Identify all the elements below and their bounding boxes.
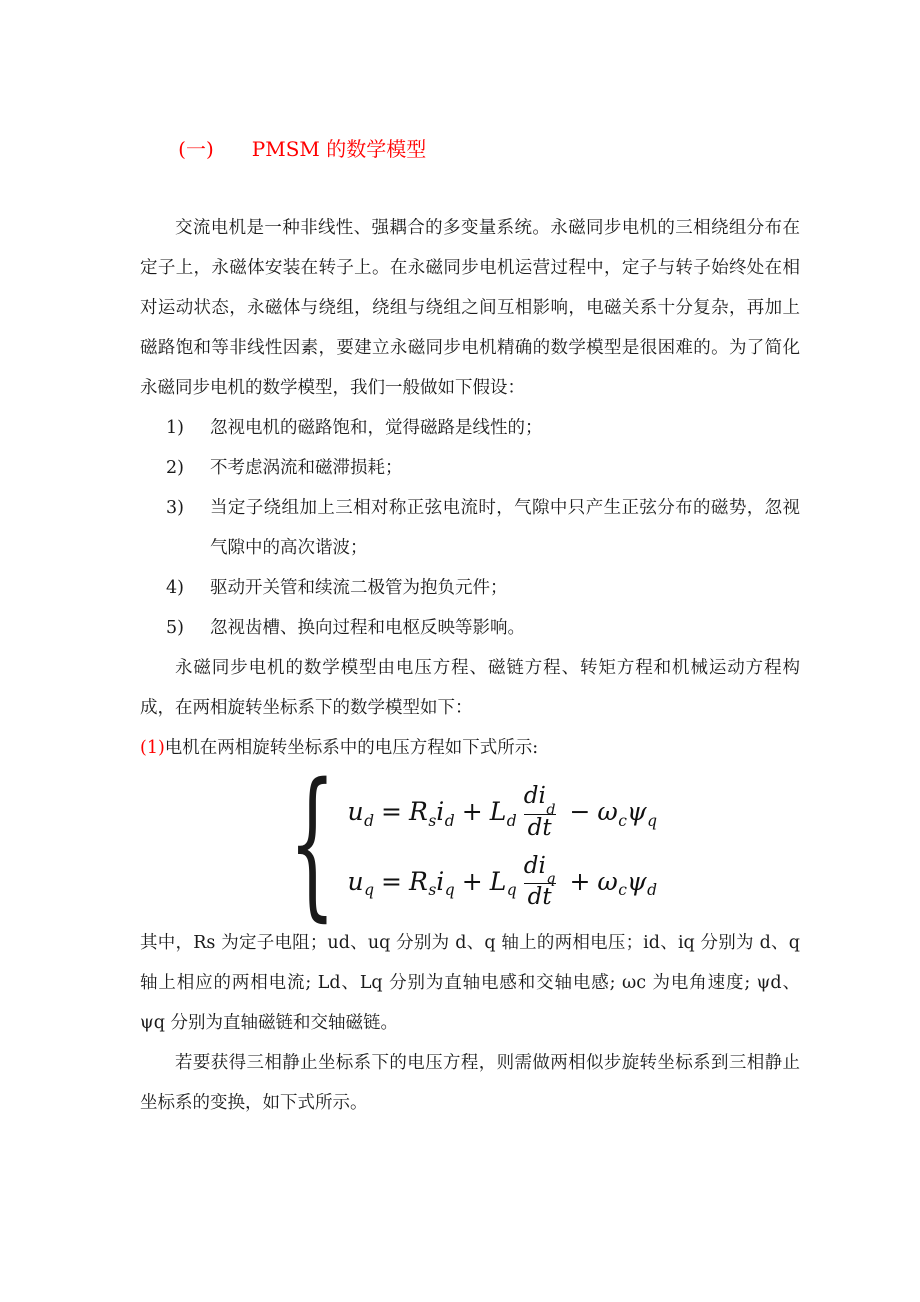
eq-sub: q [647, 811, 658, 830]
eq-op-minus: − [569, 797, 591, 827]
list-item [140, 568, 800, 608]
list-marker: 5) [166, 618, 184, 638]
assumptions-list [140, 408, 800, 648]
eq-op-plus: + [461, 867, 483, 897]
equation-intro-text: 电机在两相旋转坐标系中的电压方程如下式所示: [164, 738, 539, 758]
list-marker: 3) [166, 498, 184, 518]
eq-sub: c [618, 881, 627, 900]
equation-intro-line [140, 728, 800, 768]
list-item [140, 608, 800, 648]
eq-sub: s [428, 811, 437, 830]
equation-row-d-axis [348, 784, 658, 840]
list-item-text: 当定子绕组加上三相对称正弦电流时，气隙中只产生正弦分布的磁势，忽视气隙中的高次谐波； [210, 498, 800, 558]
equation-intro-marker: (1) [140, 738, 165, 758]
eq-var: ω [597, 867, 618, 897]
eq-sub: d [647, 881, 658, 900]
eq-sub: q [364, 881, 375, 900]
eq-var: i [436, 797, 445, 827]
eq-sub: q [444, 881, 455, 900]
paragraph-model-composition: 永磁同步电机的数学模型由电压方程、磁链方程、转矩方程和机械运动方程构成，在两相旋转坐标系下的数学模型如下： [140, 658, 800, 718]
paragraph-symbol-definitions: 其中，Rs 为定子电阻；ud、uq 分别为 d、q 轴上的两相电压；id、iq 分别为 d、q 轴上相应的两相电流; Ld、Lq 分别为直轴电感和交轴电感; ωc 为电角速度; ψd、 ψq 分别为直轴磁链和交轴磁链。 [140, 933, 800, 1034]
eq-op-plus: + [569, 867, 591, 897]
eq-var: ω [597, 797, 618, 827]
paragraph-intro: 交流电机是一种非线性、强耦合的多变量系统。永磁同步电机的三相绕组分布在定子上，永磁体安装在转子上。在永磁同步电机运营过程中，定子与转子始终处在相对运动状态，永磁体与绕组，绕组与绕组之间互相影响，电磁关系十分复杂，再加上磁路饱和等非线性因素，要建立永磁同步电机精确的数学模型是很困难的。为了简化永磁同步电机的数学模型，我们一般做如下假设： [140, 218, 800, 398]
eq-var: R [409, 797, 428, 827]
eq-term-omega-c [597, 797, 627, 830]
list-marker: 4) [166, 578, 184, 598]
eq-term-Rs [409, 797, 437, 830]
equation-rows [348, 780, 658, 913]
list-marker: 2) [166, 458, 184, 478]
eq-sub: q [506, 881, 517, 900]
eq-term-Rs [409, 867, 437, 900]
eq-var: i [436, 867, 445, 897]
eq-var: ψ [626, 867, 647, 897]
section-heading [140, 104, 800, 194]
eq-term-iq [436, 867, 455, 900]
list-item [140, 448, 800, 488]
eq-op-plus: + [461, 797, 483, 827]
eq-sub: d [546, 801, 556, 818]
eq-term-omega-c [597, 867, 627, 900]
equation-brace: { [288, 748, 336, 936]
eq-equals: = [381, 867, 402, 897]
eq-var: i [538, 783, 546, 809]
heading-number: (一) [178, 137, 214, 161]
eq-fraction-numerator [520, 783, 560, 818]
eq-var: L [489, 797, 507, 827]
eq-term-psi-d [626, 867, 658, 900]
eq-sub: s [428, 881, 437, 900]
equation-row-q-axis [348, 854, 658, 910]
list-item [140, 408, 800, 448]
eq-sub: d [364, 811, 375, 830]
eq-var: L [489, 867, 507, 897]
equation-inner [283, 748, 658, 936]
eq-term-Lq [489, 867, 517, 900]
list-marker: 1) [166, 418, 184, 438]
eq-term-Ld [489, 797, 517, 830]
list-item-text: 驱动开关管和续流二极管为抱负元件； [210, 578, 508, 598]
eq-fraction-numerator [520, 852, 560, 888]
eq-sub: d [444, 811, 455, 830]
eq-var: d [523, 852, 539, 879]
list-item-text: 不考虑涡流和磁滞损耗； [210, 458, 403, 478]
list-item-text: 忽视电机的磁路饱和，觉得磁路是线性的； [210, 418, 543, 438]
eq-fraction-did-dt [520, 784, 560, 840]
list-item [140, 488, 800, 568]
list-item-text: 忽视齿槽、换向过程和电枢反映等影响。 [210, 618, 525, 638]
eq-sub: d [506, 811, 517, 830]
eq-var: R [409, 867, 428, 897]
eq-equals: = [381, 797, 402, 827]
document-content [140, 104, 800, 1123]
eq-sub: c [618, 811, 627, 830]
eq-fraction-diq-dt [520, 854, 560, 910]
paragraph-transform: 若要获得三相静止坐标系下的电压方程，则需做两相似步旋转坐标系到三相静止坐标系的变换，如下式所示。 [140, 1053, 800, 1114]
eq-term-id [436, 797, 455, 830]
eq-term-psi-q [626, 797, 658, 830]
eq-lhs-ud [347, 797, 375, 830]
eq-lhs-uq [347, 867, 375, 900]
eq-var: u [347, 797, 364, 827]
eq-var: d [523, 783, 539, 809]
eq-fraction-denominator: dt [524, 883, 556, 909]
eq-var: ψ [626, 797, 647, 827]
heading-title: PMSM 的数学模型 [251, 137, 427, 161]
eq-sub: q [546, 871, 556, 888]
eq-fraction-denominator: dt [524, 814, 556, 840]
eq-var: u [347, 867, 364, 897]
eq-var: i [538, 852, 546, 879]
